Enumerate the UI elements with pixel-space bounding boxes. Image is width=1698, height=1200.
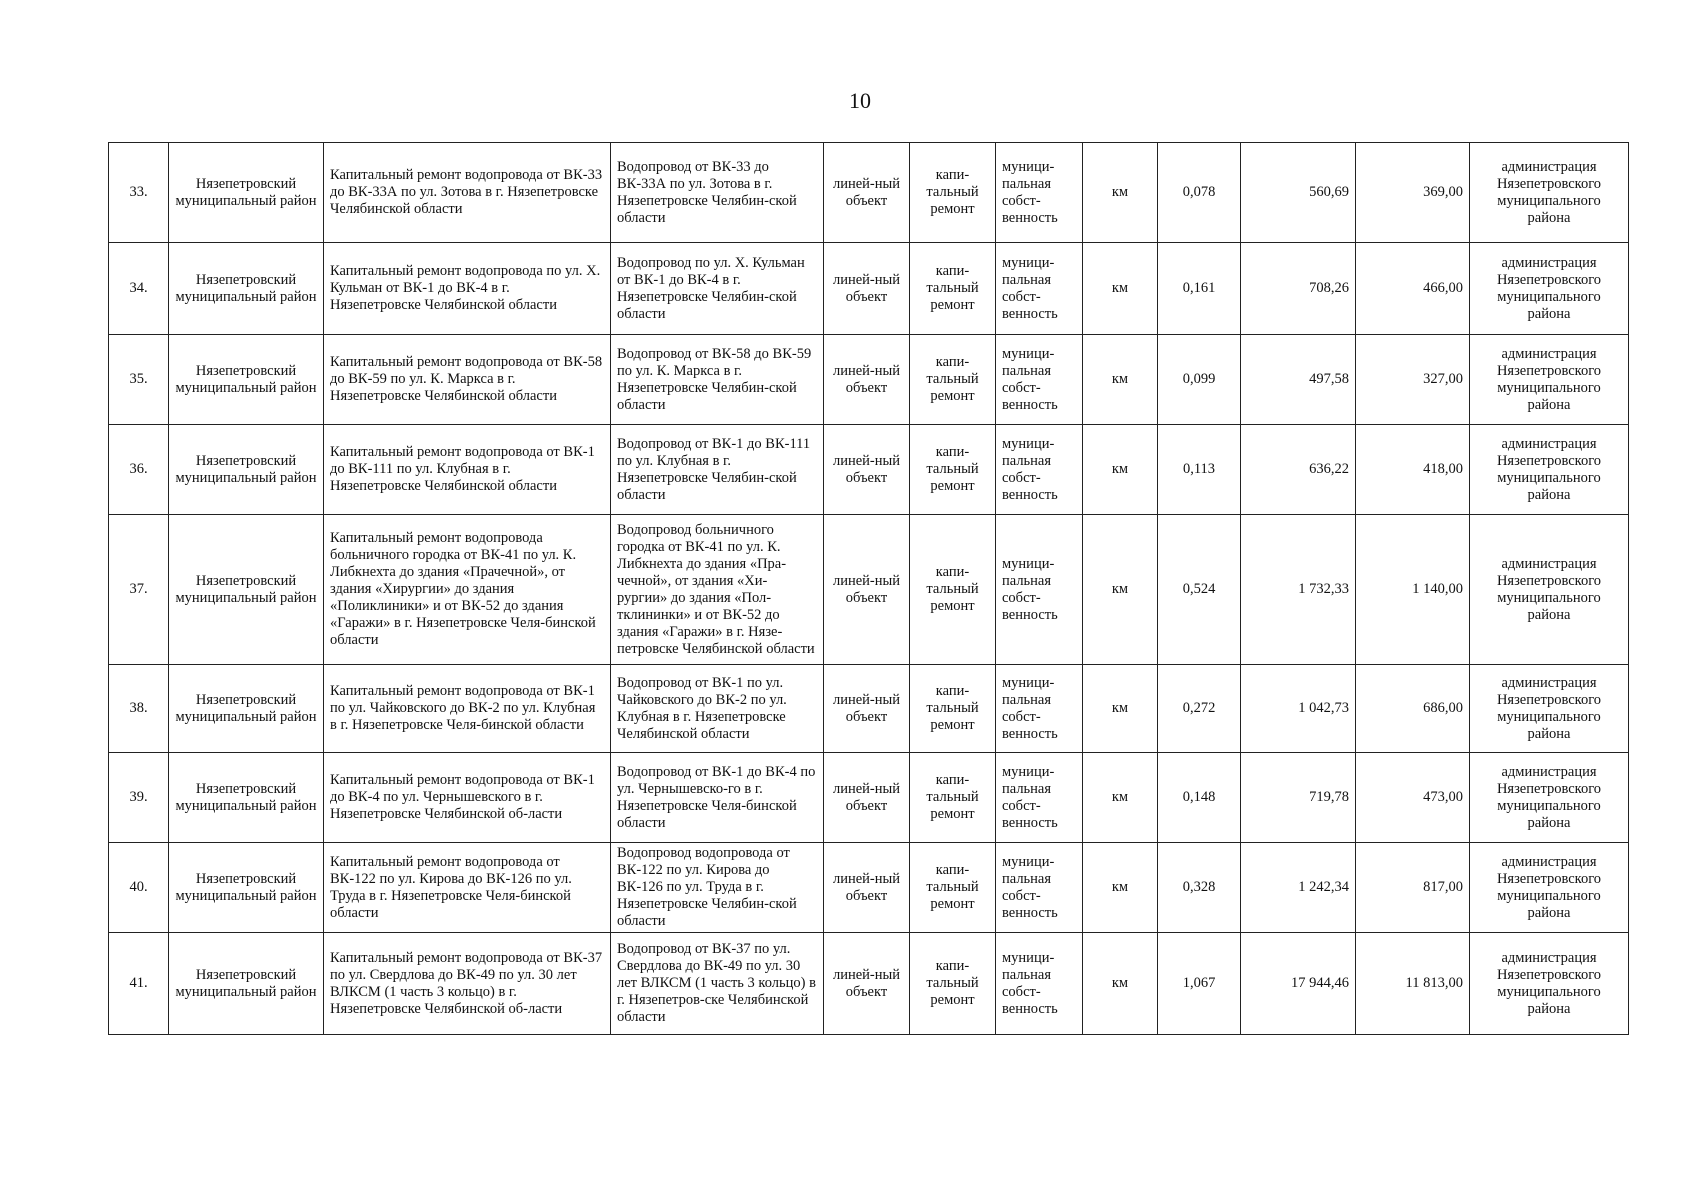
object-name-cell: Водопровод водопровода от ВК-122 по ул. Кирова до ВК-126 по ул. Труда в г. Нязепетровске Челябин-ской области [611, 843, 824, 933]
measure-name-cell: Капитальный ремонт водопровода от ВК-58 до ВК-59 по ул. К. Маркса в г. Нязепетровске Челябинской области [324, 335, 611, 425]
length-cell: 0,328 [1158, 843, 1241, 933]
table-row [109, 933, 1629, 1035]
funding-cell: 369,00 [1356, 143, 1470, 243]
object-name-cell: Водопровод больничного городка от ВК-41 по ул. К. Либкнехта до здания «Пра-чечной», от здания «Хи-рургии» до здания «Пол-тклининки» и от ВК-52 до здания «Гаражи» в г. Нязе-петровске Челябинской области [611, 515, 824, 665]
table-row [109, 753, 1629, 843]
object-type-cell: линей-ный объект [824, 843, 910, 933]
work-type-cell: капи-тальный ремонт [910, 335, 996, 425]
row-number: 35. [109, 335, 169, 425]
work-type-cell: капи-тальный ремонт [910, 933, 996, 1035]
district-cell: Нязепетровский муниципальный район [169, 665, 324, 753]
row-number: 37. [109, 515, 169, 665]
district-cell: Нязепетровский муниципальный район [169, 753, 324, 843]
object-type-cell: линей-ный объект [824, 933, 910, 1035]
table-body [109, 143, 1629, 1035]
work-type-cell: капи-тальный ремонт [910, 143, 996, 243]
table-row [109, 425, 1629, 515]
cost-cell: 17 944,46 [1241, 933, 1356, 1035]
cost-cell: 708,26 [1241, 243, 1356, 335]
unit-cell: км [1083, 665, 1158, 753]
unit-cell: км [1083, 243, 1158, 335]
administrator-cell: администрация Нязепетровского муниципального района [1470, 335, 1629, 425]
object-type-cell: линей-ный объект [824, 665, 910, 753]
unit-cell: км [1083, 933, 1158, 1035]
district-cell: Нязепетровский муниципальный район [169, 143, 324, 243]
administrator-cell: администрация Нязепетровского муниципального района [1470, 665, 1629, 753]
funding-cell: 418,00 [1356, 425, 1470, 515]
unit-cell: км [1083, 425, 1158, 515]
administrator-cell: администрация Нязепетровского муниципального района [1470, 425, 1629, 515]
object-type-cell: линей-ный объект [824, 243, 910, 335]
unit-cell: км [1083, 843, 1158, 933]
unit-cell: км [1083, 335, 1158, 425]
table-row [109, 515, 1629, 665]
administrator-cell: администрация Нязепетровского муниципального района [1470, 243, 1629, 335]
ownership-cell: муници-пальная собст-венность [996, 335, 1083, 425]
object-name-cell: Водопровод от ВК-1 до ВК-4 по ул. Чернышевско-го в г. Нязепетровске Челя-бинской области [611, 753, 824, 843]
district-cell: Нязепетровский муниципальный район [169, 843, 324, 933]
measure-name-cell: Капитальный ремонт водопровода от ВК-1 до ВК-4 по ул. Чернышевского в г. Нязепетровске Челябинской об-ласти [324, 753, 611, 843]
object-name-cell: Водопровод от ВК-1 по ул. Чайковского до ВК-2 по ул. Клубная в г. Нязепетровске Челябинской области [611, 665, 824, 753]
object-type-cell: линей-ный объект [824, 143, 910, 243]
row-number: 39. [109, 753, 169, 843]
funding-cell: 817,00 [1356, 843, 1470, 933]
table-row [109, 143, 1629, 243]
cost-cell: 636,22 [1241, 425, 1356, 515]
district-cell: Нязепетровский муниципальный район [169, 515, 324, 665]
district-cell: Нязепетровский муниципальный район [169, 425, 324, 515]
object-type-cell: линей-ный объект [824, 753, 910, 843]
ownership-cell: муници-пальная собст-венность [996, 143, 1083, 243]
length-cell: 0,161 [1158, 243, 1241, 335]
unit-cell: км [1083, 143, 1158, 243]
program-table [108, 142, 1629, 1035]
table-row [109, 243, 1629, 335]
funding-cell: 466,00 [1356, 243, 1470, 335]
ownership-cell: муници-пальная собст-венность [996, 243, 1083, 335]
district-cell: Нязепетровский муниципальный район [169, 933, 324, 1035]
district-cell: Нязепетровский муниципальный район [169, 243, 324, 335]
administrator-cell: администрация Нязепетровского муниципального района [1470, 843, 1629, 933]
work-type-cell: капи-тальный ремонт [910, 665, 996, 753]
administrator-cell: администрация Нязепетровского муниципального района [1470, 515, 1629, 665]
object-type-cell: линей-ный объект [824, 335, 910, 425]
funding-cell: 1 140,00 [1356, 515, 1470, 665]
table-row [109, 335, 1629, 425]
length-cell: 0,148 [1158, 753, 1241, 843]
page-number: 10 [849, 88, 871, 113]
work-type-cell: капи-тальный ремонт [910, 843, 996, 933]
funding-cell: 11 813,00 [1356, 933, 1470, 1035]
funding-cell: 686,00 [1356, 665, 1470, 753]
object-name-cell: Водопровод по ул. Х. Кульман от ВК-1 до ВК-4 в г. Нязепетровске Челябин-ской области [611, 243, 824, 335]
row-number: 33. [109, 143, 169, 243]
table-row [109, 843, 1629, 933]
measure-name-cell: Капитальный ремонт водопровода от ВК-1 по ул. Чайковского до ВК-2 по ул. Клубная в г. Нязепетровске Челя-бинской области [324, 665, 611, 753]
work-type-cell: капи-тальный ремонт [910, 753, 996, 843]
cost-cell: 1 242,34 [1241, 843, 1356, 933]
unit-cell: км [1083, 753, 1158, 843]
table-row [109, 665, 1629, 753]
unit-cell: км [1083, 515, 1158, 665]
row-number: 34. [109, 243, 169, 335]
ownership-cell: муници-пальная собст-венность [996, 933, 1083, 1035]
cost-cell: 719,78 [1241, 753, 1356, 843]
object-name-cell: Водопровод от ВК-37 по ул. Свердлова до ВК-49 по ул. 30 лет ВЛКСМ (1 часть 3 кольцо) в г. Нязепетров-ске Челябинской области [611, 933, 824, 1035]
funding-cell: 327,00 [1356, 335, 1470, 425]
work-type-cell: капи-тальный ремонт [910, 515, 996, 665]
administrator-cell: администрация Нязепетровского муниципального района [1470, 753, 1629, 843]
object-type-cell: линей-ный объект [824, 425, 910, 515]
length-cell: 0,524 [1158, 515, 1241, 665]
work-type-cell: капи-тальный ремонт [910, 425, 996, 515]
administrator-cell: администрация Нязепетровского муниципального района [1470, 933, 1629, 1035]
ownership-cell: муници-пальная собст-венность [996, 665, 1083, 753]
measure-name-cell: Капитальный ремонт водопровода по ул. Х. Кульман от ВК-1 до ВК-4 в г. Нязепетровске Челябинской области [324, 243, 611, 335]
measure-name-cell: Капитальный ремонт водопровода от ВК-122 по ул. Кирова до ВК-126 по ул. Труда в г. Нязепетровске Челя-бинской области [324, 843, 611, 933]
measure-name-cell: Капитальный ремонт водопровода больничного городка от ВК-41 по ул. К. Либкнехта до здания «Прачечной», от здания «Хирургии» до здания «Поликлиники» и от ВК-52 до здания «Гаражи» в г. Нязепетровске Челя-бинской области [324, 515, 611, 665]
object-name-cell: Водопровод от ВК-1 до ВК-111 по ул. Клубная в г. Нязепетровске Челябин-ской области [611, 425, 824, 515]
length-cell: 0,272 [1158, 665, 1241, 753]
ownership-cell: муници-пальная собст-венность [996, 753, 1083, 843]
measure-name-cell: Капитальный ремонт водопровода от ВК-37 по ул. Свердлова до ВК-49 по ул. 30 лет ВЛКСМ (1 часть 3 кольцо) в г. Нязепетровске Челябинской об-ласти [324, 933, 611, 1035]
row-number: 38. [109, 665, 169, 753]
length-cell: 1,067 [1158, 933, 1241, 1035]
ownership-cell: муници-пальная собст-венность [996, 515, 1083, 665]
object-type-cell: линей-ный объект [824, 515, 910, 665]
cost-cell: 560,69 [1241, 143, 1356, 243]
row-number: 41. [109, 933, 169, 1035]
work-type-cell: капи-тальный ремонт [910, 243, 996, 335]
length-cell: 0,078 [1158, 143, 1241, 243]
district-cell: Нязепетровский муниципальный район [169, 335, 324, 425]
cost-cell: 1 732,33 [1241, 515, 1356, 665]
measure-name-cell: Капитальный ремонт водопровода от ВК-33 до ВК-33А по ул. Зотова в г. Нязепетровске Челябинской области [324, 143, 611, 243]
cost-cell: 497,58 [1241, 335, 1356, 425]
length-cell: 0,113 [1158, 425, 1241, 515]
administrator-cell: администрация Нязепетровского муниципального района [1470, 143, 1629, 243]
length-cell: 0,099 [1158, 335, 1241, 425]
row-number: 36. [109, 425, 169, 515]
row-number: 40. [109, 843, 169, 933]
funding-cell: 473,00 [1356, 753, 1470, 843]
cost-cell: 1 042,73 [1241, 665, 1356, 753]
ownership-cell: муници-пальная собст-венность [996, 425, 1083, 515]
object-name-cell: Водопровод от ВК-58 до ВК-59 по ул. К. Маркса в г. Нязепетровске Челябин-ской области [611, 335, 824, 425]
object-name-cell: Водопровод от ВК-33 до ВК-33А по ул. Зотова в г. Нязепетровске Челябин-ской области [611, 143, 824, 243]
measure-name-cell: Капитальный ремонт водопровода от ВК-1 до ВК-111 по ул. Клубная в г. Нязепетровске Челябинской области [324, 425, 611, 515]
ownership-cell: муници-пальная собст-венность [996, 843, 1083, 933]
